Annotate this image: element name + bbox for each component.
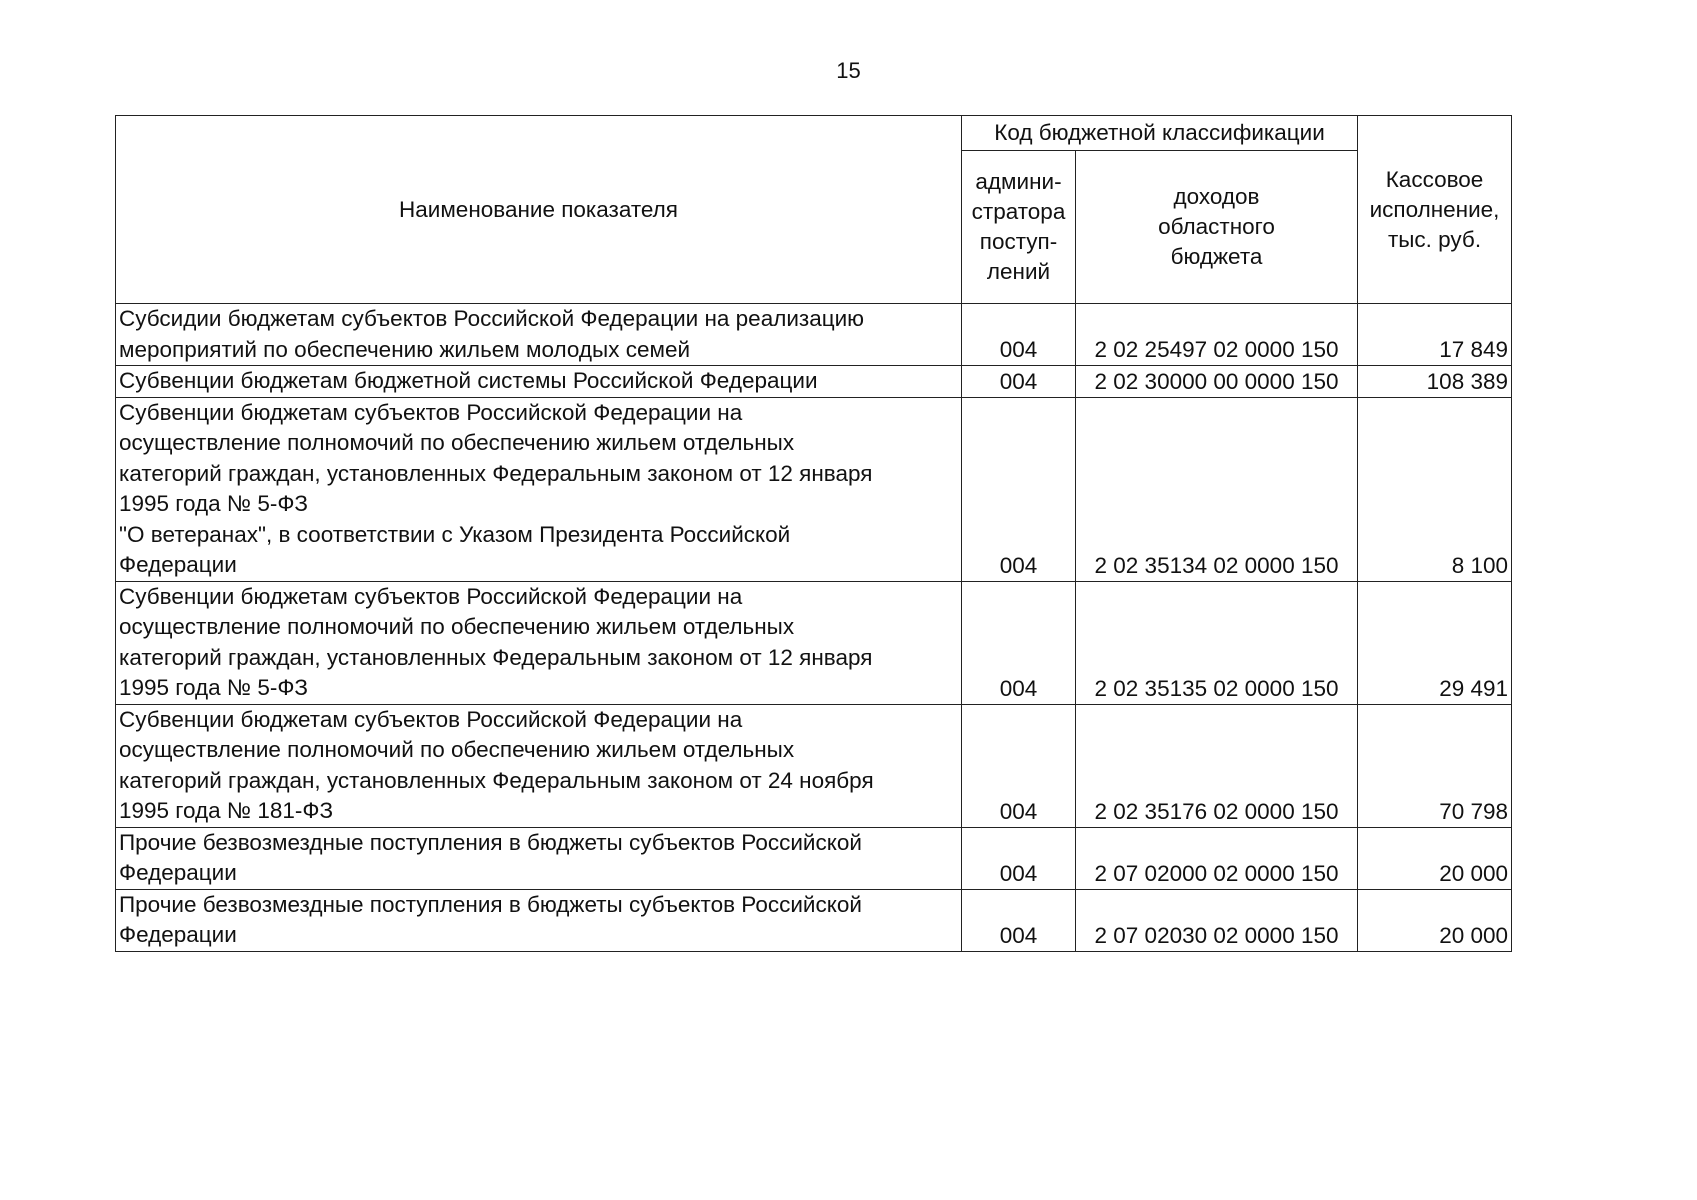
- row-name-line: мероприятий по обеспечению жильем молодых семей: [119, 336, 691, 362]
- row-name-line: осуществление полномочий по обеспечению жильем отдельных: [119, 430, 795, 455]
- row-revenue-code: 2 02 30000 00 0000 150: [1076, 366, 1358, 398]
- row-amount: 29 491: [1358, 581, 1512, 704]
- row-name-line: Прочие безвозмездные поступления в бюджеты субъектов Российской: [119, 891, 862, 917]
- header-line: доходов: [1173, 184, 1260, 209]
- header-line: бюджета: [1170, 244, 1263, 269]
- table-row: [116, 889, 1512, 951]
- row-revenue-code: 2 07 02000 02 0000 150: [1076, 827, 1358, 889]
- row-amount: 108 389: [1358, 366, 1512, 398]
- row-admin-code: 004: [962, 827, 1076, 889]
- row-revenue-code: 2 07 02030 02 0000 150: [1076, 889, 1358, 951]
- row-amount: 20 000: [1358, 889, 1512, 951]
- row-name-line: 1995 года № 181-ФЗ: [119, 798, 334, 823]
- page-number: 15: [836, 58, 861, 83]
- row-name-line: 1995 года № 5-ФЗ: [119, 675, 309, 700]
- header-administrator: [962, 151, 1076, 304]
- header-budget-code-group: Код бюджетной классификации: [962, 116, 1358, 151]
- table-row: [116, 366, 1512, 398]
- row-admin-code: 004: [962, 704, 1076, 827]
- row-admin-code: 004: [962, 397, 1076, 581]
- header-line: поступ-: [979, 229, 1058, 254]
- row-name: [116, 366, 962, 398]
- row-amount: 8 100: [1358, 397, 1512, 581]
- header-line: лений: [986, 259, 1051, 284]
- row-name: [116, 704, 962, 827]
- row-name-line: Субвенции бюджетам субъектов Российской Федерации на: [119, 399, 743, 425]
- header-row-1: [116, 116, 1512, 151]
- row-admin-code: 004: [962, 889, 1076, 951]
- row-name-line: Субвенции бюджетам субъектов Российской Федерации на: [119, 706, 743, 732]
- row-amount: 17 849: [1358, 304, 1512, 366]
- row-name-line: Субвенции бюджетам субъектов Российской Федерации на: [119, 583, 743, 609]
- row-name-line: 1995 года № 5-ФЗ: [119, 491, 309, 516]
- row-admin-code: 004: [962, 304, 1076, 366]
- header-cash-execution: [1358, 116, 1512, 304]
- header-revenue-code: [1076, 151, 1358, 304]
- header-line: исполнение,: [1369, 196, 1500, 222]
- row-name-line: категорий граждан, установленных Федеральным законом от 12 января: [119, 460, 873, 486]
- header-line: тыс. руб.: [1387, 226, 1482, 252]
- row-name: [116, 889, 962, 951]
- row-name-line: Субсидии бюджетам субъектов Российской Федерации на реализацию: [119, 306, 865, 331]
- header-line: Кассовое: [1385, 166, 1484, 192]
- row-name-line: Федерации: [119, 860, 237, 885]
- row-name-line: Прочие безвозмездные поступления в бюджеты субъектов Российской: [119, 829, 862, 855]
- row-admin-code: 004: [962, 366, 1076, 398]
- row-revenue-code: 2 02 35176 02 0000 150: [1076, 704, 1358, 827]
- table-row: [116, 827, 1512, 889]
- budget-table: [115, 115, 1512, 952]
- table-row: [116, 581, 1512, 704]
- row-name-line: Федерации: [119, 552, 237, 577]
- row-admin-code: 004: [962, 581, 1076, 704]
- header-name: Наименование показателя: [116, 116, 962, 304]
- row-amount: 70 798: [1358, 704, 1512, 827]
- header-line: админи-: [975, 169, 1062, 194]
- row-name: [116, 827, 962, 889]
- row-name-line: категорий граждан, установленных Федеральным законом от 24 ноября: [119, 767, 874, 793]
- row-name-line: "О ветеранах", в соответствии с Указом Президента Российской: [119, 521, 791, 547]
- row-revenue-code: 2 02 25497 02 0000 150: [1076, 304, 1358, 366]
- row-name: [116, 581, 962, 704]
- row-name-line: категорий граждан, установленных Федеральным законом от 12 января: [119, 644, 873, 670]
- table-row: [116, 304, 1512, 366]
- row-amount: 20 000: [1358, 827, 1512, 889]
- row-name: [116, 397, 962, 581]
- row-name-line: Субвенции бюджетам бюджетной системы Российской Федерации: [119, 368, 818, 393]
- row-revenue-code: 2 02 35135 02 0000 150: [1076, 581, 1358, 704]
- table-row: [116, 397, 1512, 581]
- row-name-line: Федерации: [119, 922, 237, 947]
- row-name-line: осуществление полномочий по обеспечению жильем отдельных: [119, 614, 795, 639]
- row-name: [116, 304, 962, 366]
- table-row: [116, 704, 1512, 827]
- row-name-line: осуществление полномочий по обеспечению жильем отдельных: [119, 737, 795, 762]
- header-line: стратора: [971, 199, 1066, 224]
- row-revenue-code: 2 02 35134 02 0000 150: [1076, 397, 1358, 581]
- header-line: областного: [1158, 214, 1275, 239]
